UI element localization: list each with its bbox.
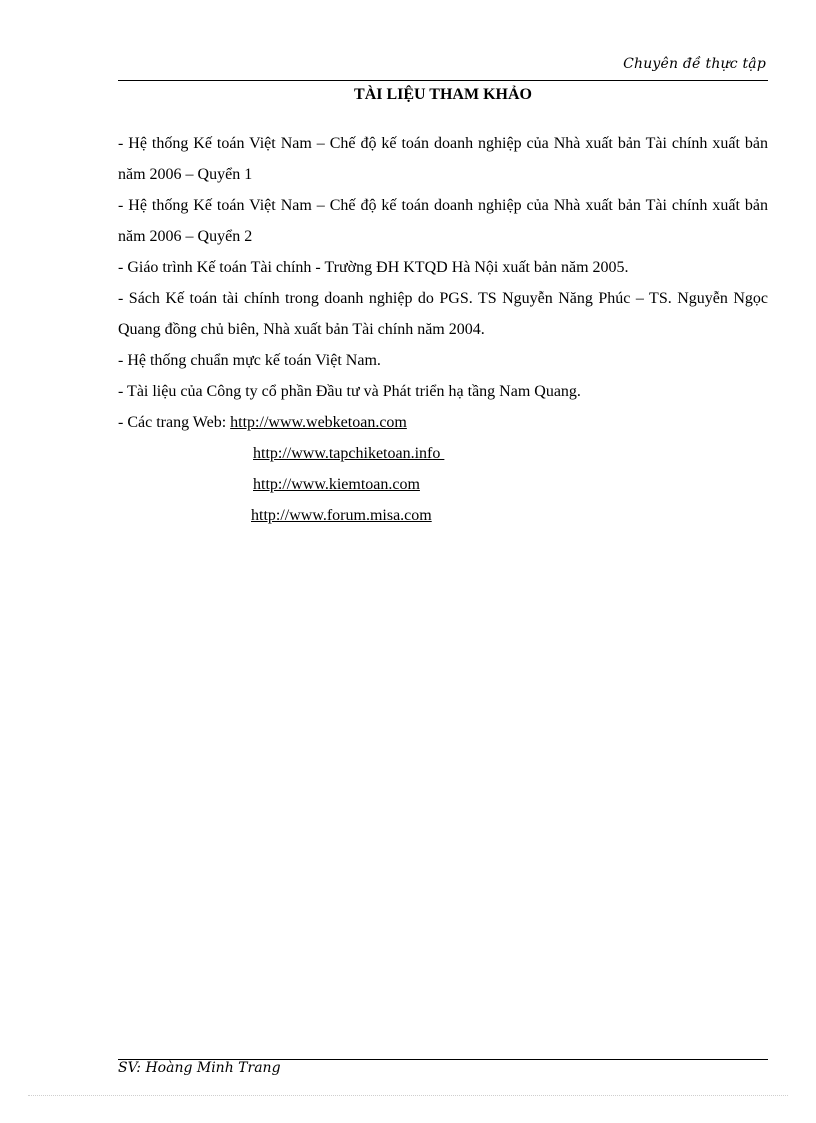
website-link-forum-misa[interactable]: http://www.forum.misa.com [251,507,432,524]
reference-item: - Hệ thống Kế toán Việt Nam – Chế độ kế toán doanh nghiệp của Nhà xuất bản Tài chính xuất bản năm 2006 – Quyển 1 [118,135,768,183]
reference-item: - Giáo trình Kế toán Tài chính - Trường ĐH KTQD Hà Nội xuất bản năm 2005. [118,259,629,276]
website-link-tapchiketoan[interactable]: http://www.tapchiketoan.info [253,445,445,462]
websites-label: - Các trang Web: [118,414,231,431]
reference-item: - Tài liệu của Công ty cổ phần Đầu tư và Phát triển hạ tầng Nam Quang. [118,383,581,400]
reference-list [118,128,768,531]
running-header: Chuyên đề thực tập [623,56,766,72]
website-row [118,469,768,500]
website-link-webketoan[interactable]: http://www.webketoan.com [230,414,407,431]
page-title: TÀI LIỆU THAM KHẢO [354,86,532,103]
website-row [118,500,768,531]
header-divider [118,80,768,81]
websites-line [118,407,768,438]
reference-item: - Hệ thống chuẩn mực kế toán Việt Nam. [118,352,381,369]
website-row [118,438,768,469]
reference-item: - Hệ thống Kế toán Việt Nam – Chế độ kế toán doanh nghiệp của Nhà xuất bản Tài chính xuất bản năm 2006 – Quyển 2 [118,197,768,245]
page-bottom-edge [28,1095,788,1096]
reference-item: - Sách Kế toán tài chính trong doanh nghiệp do PGS. TS Nguyễn Năng Phúc – TS. Nguyễn Ngọc Quang đồng chủ biên, Nhà xuất bản Tài chính năm 2004. [118,290,768,338]
website-link-kiemtoan[interactable]: http://www.kiemtoan.com [253,476,420,493]
footer-author: SV: Hoàng Minh Trang [118,1060,281,1076]
